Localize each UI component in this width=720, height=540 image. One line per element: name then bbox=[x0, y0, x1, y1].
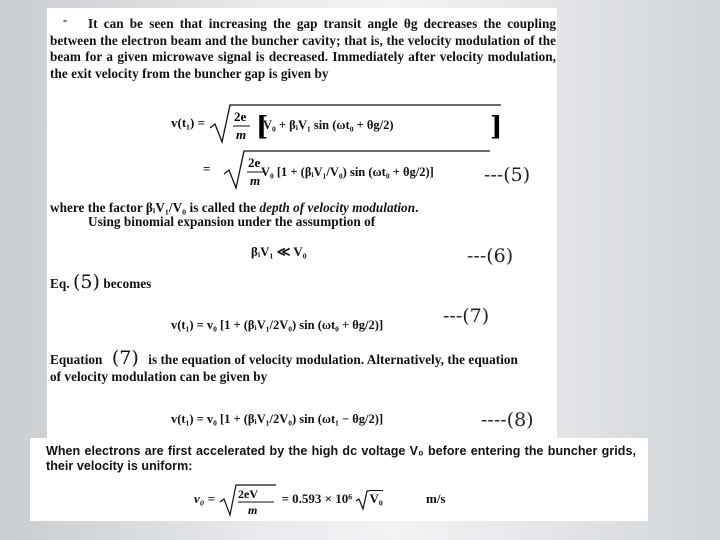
para4-tail: the equation bbox=[447, 352, 518, 367]
svg-text:m: m bbox=[248, 503, 258, 517]
equation-number-5: ---(5) bbox=[484, 164, 531, 186]
textbook-page-scan-lower bbox=[30, 438, 648, 521]
eq-dc-sqrt-arg: V₀ bbox=[369, 490, 383, 506]
equation-number-7: ---(7) bbox=[443, 305, 490, 327]
svg-text:2e: 2e bbox=[234, 109, 247, 124]
svg-text:m: m bbox=[249, 173, 260, 188]
sqrt-radical-icon bbox=[355, 489, 369, 511]
corner-mark: - bbox=[63, 12, 68, 27]
equation-velocity-alternative: v(t₁) = v₀ [1 + (βᵢV₁/2V₀) sin (ωt₁ − θg/2)] bbox=[171, 412, 384, 426]
equation-assumption: βᵢV₁ ≪ V₀ bbox=[251, 244, 307, 259]
sqrt-radical-icon bbox=[218, 482, 278, 518]
paragraph-binomial: Using binomial expansion under the assumption of bbox=[88, 214, 376, 229]
para2-suffix: . bbox=[415, 200, 419, 215]
svg-text:[: [ bbox=[256, 112, 269, 142]
eq2-rhs: V₀ [1 + (βᵢV₁/V₀) sin (ωt₀ + θg/2)] bbox=[261, 165, 434, 179]
paragraph-eq-ref bbox=[50, 271, 350, 293]
para4-mid: is the equation of velocity modulation. Alternatively, bbox=[148, 352, 444, 367]
para4-number: (7) bbox=[111, 347, 139, 369]
eq-ref-number: (5) bbox=[72, 271, 101, 293]
eq1-rhs: V₀ + βᵢV₁ sin (ωt₀ + θg/2) bbox=[263, 118, 394, 132]
eq1-lhs: v(t₁) = bbox=[171, 114, 206, 130]
eq-dc-lhs: v₀ = bbox=[194, 490, 215, 506]
equation-dc-velocity bbox=[194, 482, 445, 518]
textbook-page-scan bbox=[47, 8, 557, 440]
svg-text:2eV: 2eV bbox=[238, 487, 259, 501]
eq2-lhs: = bbox=[203, 160, 211, 176]
svg-text:2e: 2e bbox=[247, 155, 260, 170]
para2-emphasis: depth of velocity modulation bbox=[259, 200, 416, 215]
para2-prefix: where the factor βᵢV₁/V₀ is called the bbox=[50, 200, 257, 215]
eq-ref-suffix: becomes bbox=[103, 276, 152, 291]
paragraph-uniform-velocity: When electrons are first accelerated by the high dc voltage V₀ before entering the buncher grids, their velocity is uniform: bbox=[46, 444, 636, 473]
eq-dc-unit: m/s bbox=[425, 490, 446, 506]
para4-prefix: Equation bbox=[50, 352, 103, 367]
svg-text:]: ] bbox=[490, 112, 503, 142]
eq-dc-mid: = 0.593 × 10⁶ bbox=[281, 490, 353, 506]
svg-text:m: m bbox=[236, 127, 247, 142]
paragraph-equation-7 bbox=[50, 347, 556, 369]
paragraph-gap-transit: It can be seen that increasing the gap transit angle θg decreases the coupling between the electron beam and the buncher cavity; that is, the velocity modulation of the beam for a given microwave signal is decreased. Immediately after velocity modulation, the exit velocity from the buncher gap is given by bbox=[50, 16, 556, 81]
equation-number-6: ---(6) bbox=[467, 245, 514, 267]
eq-ref-prefix: Eq. bbox=[50, 276, 70, 291]
equation-number-8: ----(8) bbox=[481, 409, 534, 431]
equation-velocity-modulation: v(t₁) = v₀ [1 + (βᵢV₁/2V₀) sin (ωt₀ + θg/2)] bbox=[171, 318, 384, 332]
paragraph-alternative: of velocity modulation can be given by bbox=[50, 369, 268, 384]
